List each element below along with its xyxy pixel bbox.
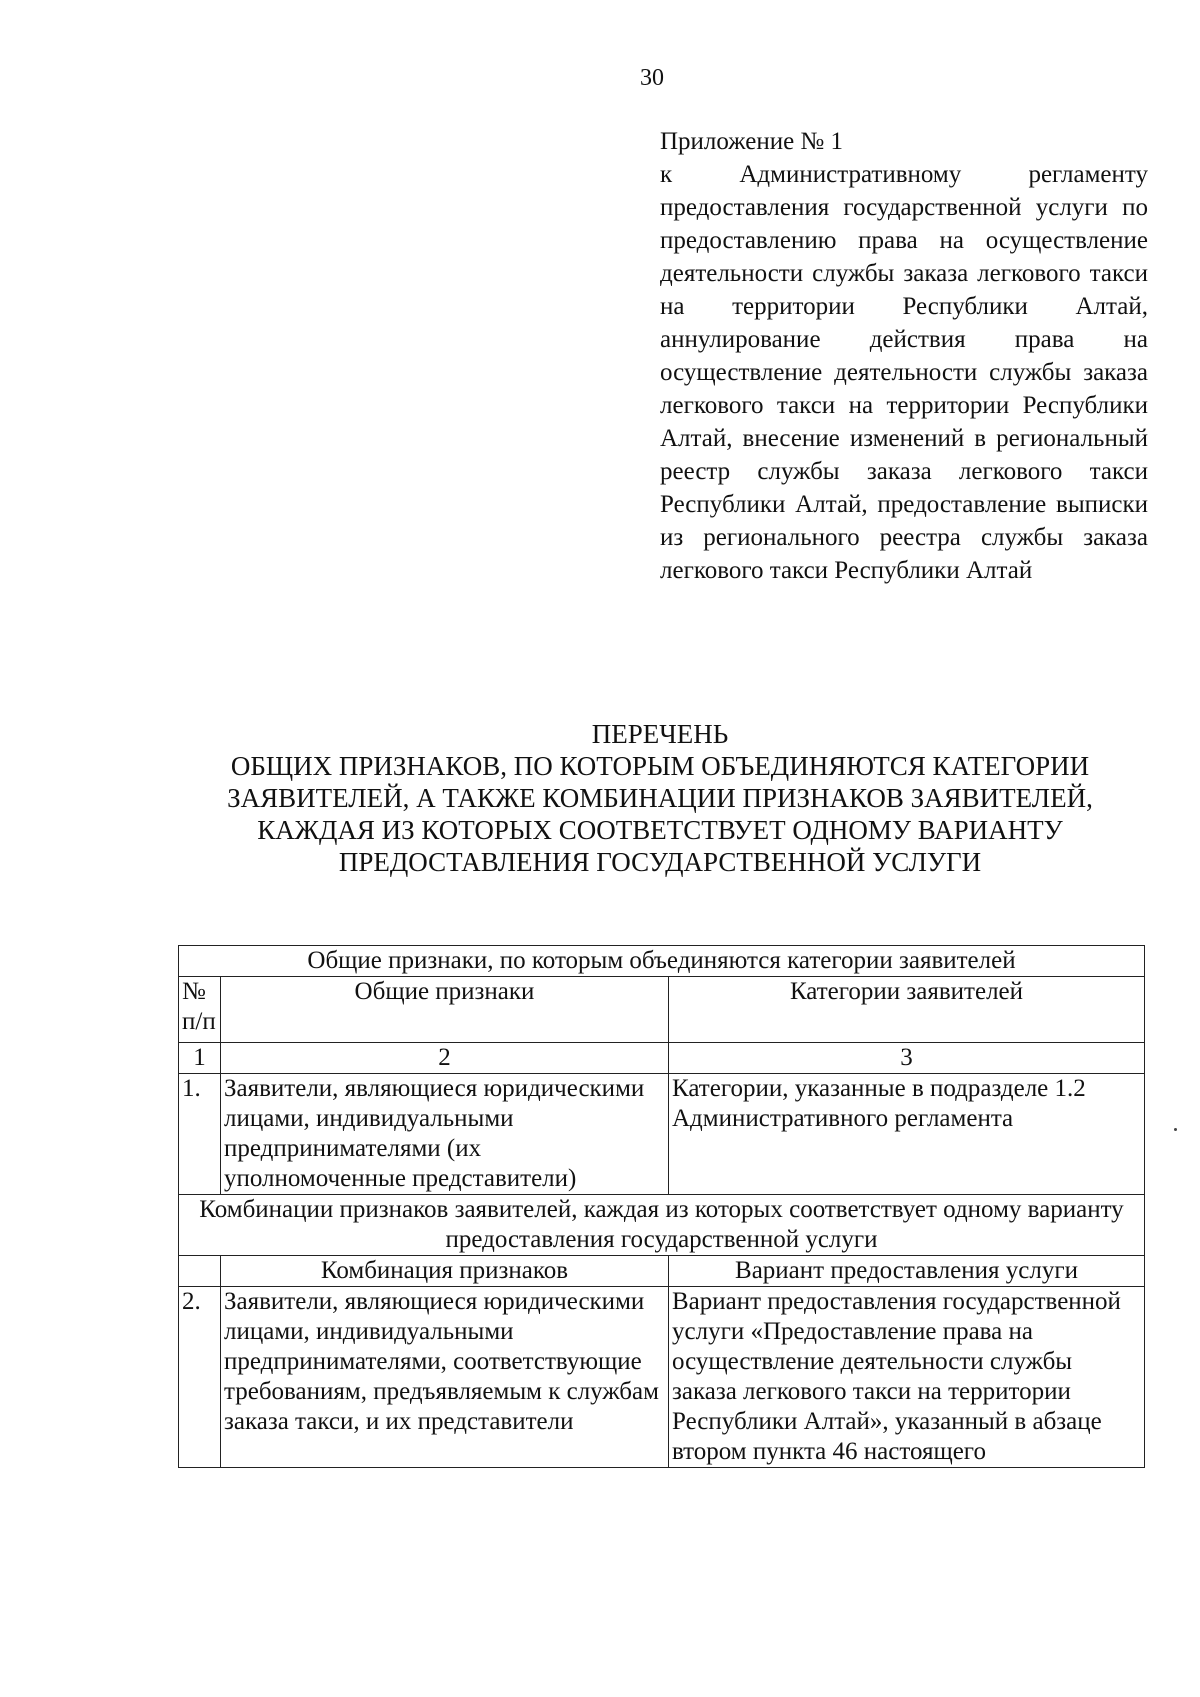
row-2-criteria: Заявители, являющиеся юридическими лицами, индивидуальными предпринимателями, соответствующие требованиям, предъявляемым к службам заказа такси, и их представители <box>221 1287 669 1468</box>
col-number-2: 2 <box>221 1043 669 1074</box>
section-1-title: Общие признаки, по которым объединяются категории заявителей <box>179 946 1145 977</box>
heading-line-1: ПЕРЕЧЕНЬ <box>591 719 729 749</box>
row-1-num: 1. <box>179 1074 221 1195</box>
row-1-categories: Категории, указанные в подразделе 1.2 Административного регламента <box>669 1074 1145 1195</box>
heading-line-5: ПРЕДОСТАВЛЕНИЯ ГОСУДАРСТВЕННОЙ УСЛУГИ <box>338 847 982 877</box>
table-row <box>179 946 1145 977</box>
page-number: 30 <box>640 65 664 91</box>
section-2-title: Комбинации признаков заявителей, каждая из которых соответствует одному варианту предоставления государственной услуги <box>179 1195 1145 1256</box>
row-2-num: 2. <box>179 1287 221 1468</box>
col-number-1: 1 <box>179 1043 221 1074</box>
row-1-criteria: Заявители, являющиеся юридическими лицами, индивидуальными предпринимателями (их уполномоченные представители) <box>221 1074 669 1195</box>
row-2-variant: Вариант предоставления государственной услуги «Предоставление права на осуществление деятельности службы заказа легкового такси на территории Республики Алтай», указанный в абзаце втором пункта 46 настоящего <box>669 1287 1145 1468</box>
document-heading <box>150 718 1170 878</box>
header2-empty <box>179 1256 221 1287</box>
header-num: № п/п <box>179 977 221 1043</box>
heading-line-3: ЗАЯВИТЕЛЕЙ, А ТАКЖЕ КОМБИНАЦИИ ПРИЗНАКОВ ЗАЯВИТЕЛЕЙ, <box>227 783 1093 813</box>
heading-line-4: КАЖДАЯ ИЗ КОТОРЫХ СООТВЕТСТВУЕТ ОДНОМУ ВАРИАНТУ <box>257 815 1063 845</box>
appendix-block <box>660 125 1148 587</box>
table-row <box>179 1043 1145 1074</box>
table-row <box>179 1256 1145 1287</box>
table-row <box>179 977 1145 1043</box>
table-row <box>179 1287 1145 1468</box>
header-criteria: Общие признаки <box>221 977 669 1043</box>
header-variant: Вариант предоставления услуги <box>669 1256 1145 1287</box>
appendix-body: к Административному регламенту предоставления государственной услуги по предоставлению права на осуществление деятельности службы заказа легкового такси на территории Республики Алтай, аннулирование действия права на осуществление деятельности службы заказа легкового такси на территории Республики Алтай, внесение изменений в региональный реестр службы заказа легкового такси Республики Алтай, предоставление выписки из регионального реестра службы заказа легкового такси Республики Алтай <box>660 161 1148 584</box>
heading-line-2: ОБЩИХ ПРИЗНАКОВ, ПО КОТОРЫМ ОБЪЕДИНЯЮТСЯ КАТЕГОРИИ <box>230 751 1090 781</box>
criteria-table <box>178 945 1145 1468</box>
scan-speck <box>1174 1128 1177 1131</box>
appendix-title: Приложение № 1 <box>660 128 844 155</box>
table-row <box>179 1195 1145 1256</box>
header-categories: Категории заявителей <box>669 977 1145 1043</box>
table-row <box>179 1074 1145 1195</box>
header-combination: Комбинация признаков <box>221 1256 669 1287</box>
col-number-3: 3 <box>669 1043 1145 1074</box>
